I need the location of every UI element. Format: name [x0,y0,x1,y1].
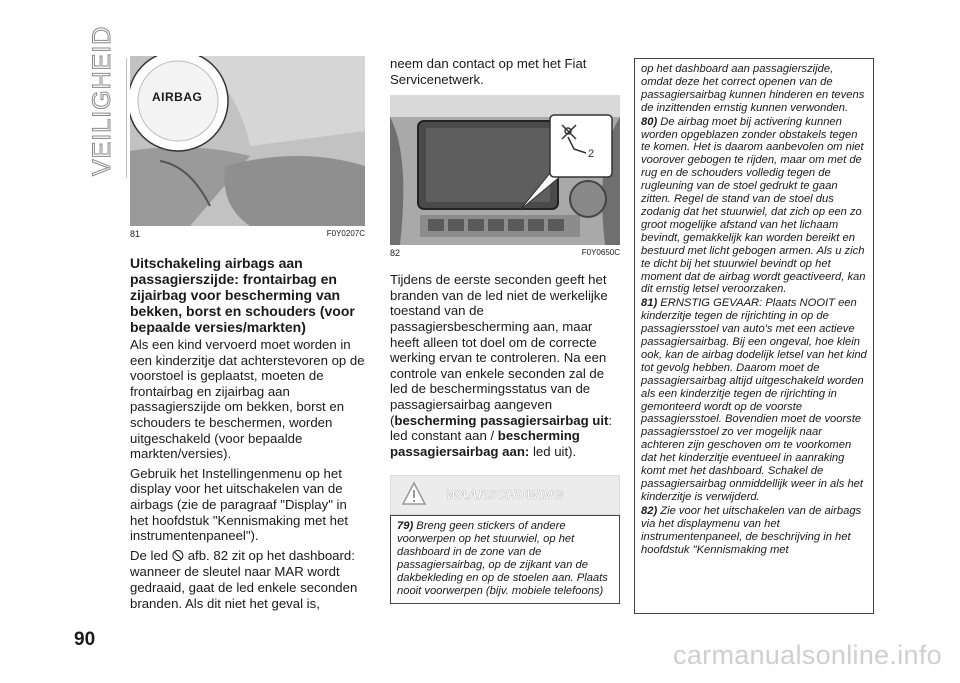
paragraph-led-status: Tijdens de eerste seconden geeft het branden van de led niet de werkelijke toestand van de passagiersbescherming aan, maar heeft alleen tot doel om de correcte werking ervan te controleren. Na een controle van enkele seconden zal de led de beschermingsstatus van de passagiersairbag aangeven (bescherming passagiersairbag uit: led constant aan / bescherming passagiersairbag aan: led uit). [390,272,613,459]
warning-box [390,515,620,603]
paragraph-3: De led 🛇 afb. 82 zit op het dashboard: wanneer de sleutel naar MAR wordt gedraaid, gaat de led enkele seconden branden. Als dit niet het geval is, [130,547,358,611]
figure-81 [130,56,365,226]
paragraph-1: Als een kind vervoerd moet worden in een kinderzitje dat achterstevoren op de voorstoel is geplaatst, moeten de frontairbag en zijairbag aan passagierszijde om bekken, borst en schouders te beschermen, worden uitgeschakeld (voor bepaalde markten/versies). [130,337,365,462]
svg-text:2: 2 [588,148,595,161]
paragraph-2: Gebruik het Instellingenmenu op het display voor het uitschakelen van de airbags (zie de paragraaf "Display" in het hoofdstuk "Kennismaking met het instrumentenpaneel"). [130,465,349,544]
page-number: 90 [74,629,96,650]
figure-81-caption [130,229,365,239]
warning-81: 81) ERNSTIG GEVAAR: Plaats NOOIT een kinderzitje tegen de rijrichting in op de passagiersstoel van auto's met een actieve passagiersairbag. Bij een ongeval, hoe klein ook, kan de airbag dodelijk letsel van het kind tot gevolg hebben. Daarom moet de passagiersairbag altijd uitgeschakeld worden als een kinderzitje tegen de rijrichting in gemonteerd wordt op de voorste passagiersstoel. Bovendien moet de voorste passagiersstoel zo ver mogelijk naar achteren zijn geschoven om te voorkomen dat het kinderzitje eventueel in aanraking komt met het dashboard. Schakel de passagiersairbag onmiddellijk weer in als het kinderzitje is verwijderd. [641,297,867,503]
airbag-badge: AIRBAG [152,90,203,104]
warning-82: 82) Zie voor het uitschakelen van de airbags via het displaymenu van het instrumentenpaneel, de beschrijving in het hoofdstuk "Kennismaking met [641,504,862,556]
warning-triangle-icon [401,481,427,507]
paragraph-continued: neem dan contact op met het Fiat Servicenetwerk. [390,56,587,87]
dashboard-display-illustration [390,95,620,245]
column-3 [634,58,874,614]
warning-box-continued [634,58,874,614]
watermark: carmanualsonline.info [673,640,942,670]
airbag-dashboard-illustration [130,56,365,226]
warning-title: WAARSCHUWING [446,487,564,503]
figure-82-code: F0Y0650C [581,248,620,258]
warning-79-continued: op het dashboard aan passagierszijde, omdat deze het correct openen van de passagiersairbag kunnen hinderen en tevens de inzittenden ernstig kunnen verwonden. [641,63,865,114]
warning-79: 79) Breng geen stickers of andere voorwerpen op het stuurwiel, op het dashboard in de zone van de passagiersairbag, op de zijkant van de dakbekleding en op de stoelen aan. Plaats nooit voorwerpen (bijv. mobiele telefoons) [397,520,608,597]
side-rule [126,58,127,178]
figure-81-label: 81 [130,229,141,239]
section-heading: Uitschakeling airbags aan passagierszijde: frontairbag en zijairbag voor bescherming van bekken, borst en schouders (voor bepaalde versies/markten) [130,255,355,335]
figure-82-label: 82 [390,248,401,259]
column-2 [390,56,620,604]
section-title: VEILIGHEID [88,25,116,176]
figure-81-code: F0Y0207C [326,229,365,238]
warning-80: 80) De airbag moet bij activering kunnen worden opgeblazen zonder obstakels tegen te komen. Het is daarom aanbevolen om niet voorover gebogen te rijden, maar om met de rug en de schouders volledig tegen de rugleuning van de stoel gedrukt te gaan zitten. Regel de stand van de stoel dus zodanig dat het stuurwiel, dat zich op een zo groot mogelijke afstand van het lichaam bevindt, gemakkelijk kan worden bereikt en bestuurd met licht gebogen armen. Als u zich te dicht bij het stuurwiel bevindt op het moment dat de airbag wordt geactiveerd, kan dit ernstig letsel veroorzaken. [641,115,866,296]
figure-82 [390,95,620,245]
column-1 [130,56,365,615]
warning-header [390,475,620,515]
figure-82-caption [390,248,620,258]
passenger-airbag-led-icon: 🛇 [171,548,185,563]
